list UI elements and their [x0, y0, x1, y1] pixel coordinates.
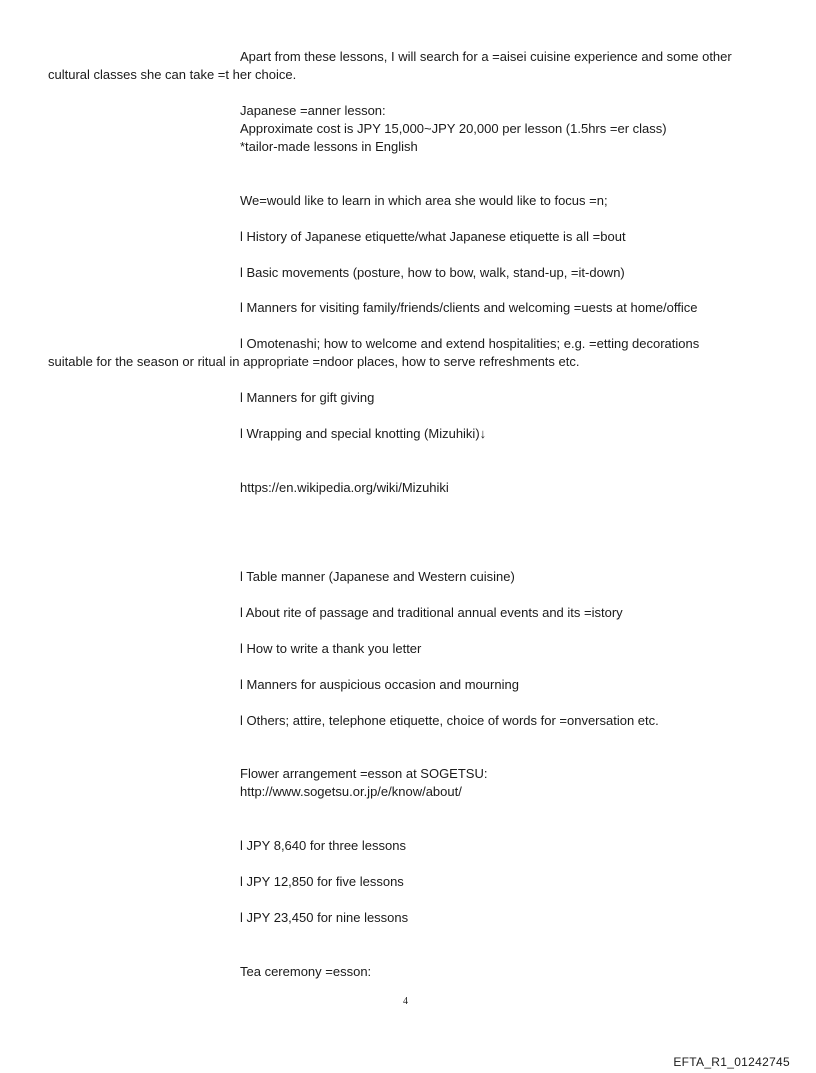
list-item: l Table manner (Japanese and Western cuisine) — [240, 569, 515, 584]
intro-line-2: cultural classes she can take =t her choice. — [48, 67, 297, 82]
sogetsu-link[interactable]: http://www.sogetsu.or.jp/e/know/about/ — [240, 784, 462, 799]
list-item: l About rite of passage and traditional annual events and its =istory — [240, 605, 623, 620]
focus-question: We=would like to learn in which area she would like to focus =n; — [240, 193, 608, 208]
list-item: l Others; attire, telephone etiquette, choice of words for =onversation etc. — [240, 713, 659, 728]
list-item: l Wrapping and special knotting (Mizuhiki)↓ — [240, 426, 487, 441]
list-item-continuation: suitable for the season or ritual in appropriate =ndoor places, how to serve refreshments etc. — [48, 354, 580, 369]
manner-lesson-title: Japanese =anner lesson: — [240, 103, 386, 118]
tea-ceremony-title: Tea ceremony =esson: — [240, 964, 372, 979]
list-item: l Manners for visiting family/friends/clients and welcoming =uests at home/office — [240, 300, 698, 315]
mizuhiki-link[interactable]: https://en.wikipedia.org/wiki/Mizuhiki — [240, 480, 449, 495]
list-item: l Omotenashi; how to welcome and extend hospitalities; e.g. =etting decorations — [240, 336, 700, 351]
manner-lesson-note: *tailor-made lessons in English — [240, 139, 418, 154]
price-item: l JPY 23,450 for nine lessons — [240, 910, 409, 925]
intro-line-1: Apart from these lessons, I will search for a =aisei cuisine experience and some other — [240, 49, 732, 64]
page-number: 4 — [403, 996, 408, 1007]
price-item: l JPY 8,640 for three lessons — [240, 838, 406, 853]
manner-lesson-cost: Approximate cost is JPY 15,000~JPY 20,000 per lesson (1.5hrs =er class) — [240, 121, 667, 136]
list-item: l Manners for auspicious occasion and mourning — [240, 677, 519, 692]
list-item: l How to write a thank you letter — [240, 641, 422, 656]
document-id-footer: EFTA_R1_01242745 — [673, 1055, 790, 1069]
flower-lesson-title: Flower arrangement =esson at SOGETSU: — [240, 766, 488, 781]
list-item: l Manners for gift giving — [240, 390, 375, 405]
list-item: l Basic movements (posture, how to bow, walk, stand-up, =it-down) — [240, 265, 625, 280]
list-item: l History of Japanese etiquette/what Japanese etiquette is all =bout — [240, 229, 626, 244]
price-item: l JPY 12,850 for five lessons — [240, 874, 404, 889]
